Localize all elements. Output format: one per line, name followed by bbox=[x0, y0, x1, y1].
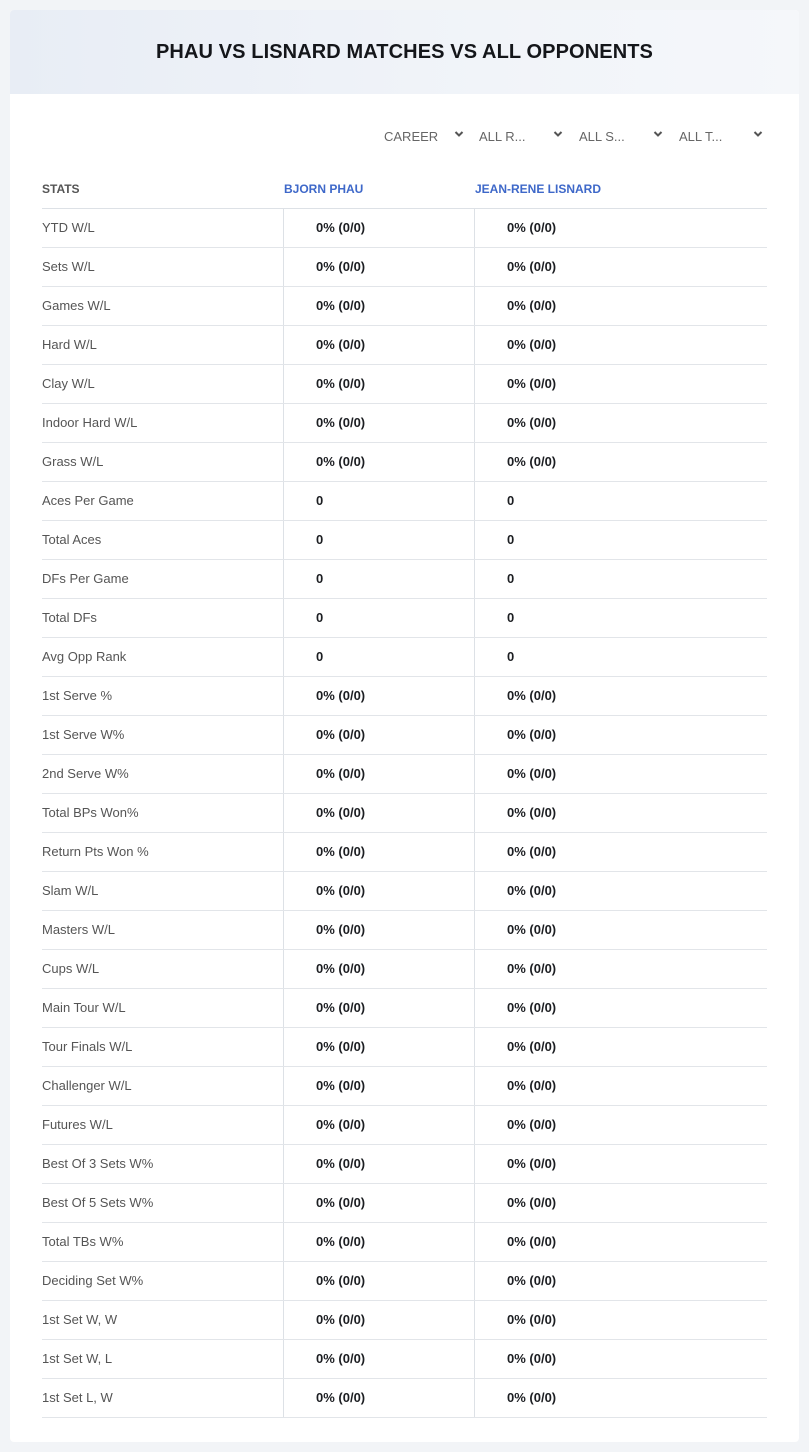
stat-label: Futures W/L bbox=[42, 1117, 113, 1132]
player1-value: 0% (0/0) bbox=[316, 688, 366, 703]
player1-cell bbox=[283, 209, 475, 247]
stat-label: Best Of 3 Sets W% bbox=[42, 1156, 154, 1171]
player1-value: 0% (0/0) bbox=[316, 1273, 366, 1288]
player2-value: 0% (0/0) bbox=[507, 220, 557, 235]
stat-label: Total BPs Won% bbox=[42, 805, 139, 820]
player2-value: 0% (0/0) bbox=[507, 454, 557, 469]
player2-value: 0% (0/0) bbox=[507, 805, 557, 820]
table-row bbox=[42, 716, 767, 755]
filter-label: ALL R... bbox=[479, 128, 526, 144]
player1-value: 0 bbox=[316, 493, 324, 508]
table-row bbox=[42, 677, 767, 716]
stat-label: Aces Per Game bbox=[42, 493, 134, 508]
stat-label: YTD W/L bbox=[42, 220, 95, 235]
table-row bbox=[42, 638, 767, 677]
player2-value: 0% (0/0) bbox=[507, 376, 557, 391]
stat-label: Games W/L bbox=[42, 298, 111, 313]
table-row bbox=[42, 482, 767, 521]
player2-value: 0% (0/0) bbox=[507, 1351, 557, 1366]
stat-label: Deciding Set W% bbox=[42, 1273, 144, 1288]
player1-value: 0% (0/0) bbox=[316, 454, 366, 469]
tournament-filter-dropdown[interactable] bbox=[679, 126, 765, 146]
player1-value: 0% (0/0) bbox=[316, 1156, 366, 1171]
table-row bbox=[42, 794, 767, 833]
table-row bbox=[42, 833, 767, 872]
player1-value: 0% (0/0) bbox=[316, 376, 366, 391]
player1-cell bbox=[283, 599, 475, 637]
table-row bbox=[42, 1067, 767, 1106]
player2-value: 0% (0/0) bbox=[507, 844, 557, 859]
player1-cell bbox=[283, 1340, 475, 1378]
player1-column-header[interactable]: BJORN PHAU bbox=[284, 182, 364, 196]
card-header bbox=[10, 10, 799, 94]
player1-value: 0% (0/0) bbox=[316, 1390, 366, 1405]
player1-cell bbox=[283, 248, 475, 286]
player1-value: 0% (0/0) bbox=[316, 415, 366, 430]
player2-value: 0% (0/0) bbox=[507, 727, 557, 742]
player1-cell bbox=[283, 365, 475, 403]
player1-value: 0 bbox=[316, 649, 324, 664]
player1-value: 0 bbox=[316, 532, 324, 547]
player2-cell bbox=[474, 1262, 768, 1300]
stat-label: 1st Set W, L bbox=[42, 1351, 113, 1366]
player1-cell bbox=[283, 872, 475, 910]
table-row bbox=[42, 1262, 767, 1301]
stat-label: Masters W/L bbox=[42, 922, 115, 937]
filter-label: CAREER bbox=[384, 128, 439, 144]
player2-value: 0% (0/0) bbox=[507, 688, 557, 703]
table-row bbox=[42, 950, 767, 989]
player2-value: 0% (0/0) bbox=[507, 415, 557, 430]
player1-value: 0% (0/0) bbox=[316, 961, 366, 976]
player2-value: 0% (0/0) bbox=[507, 922, 557, 937]
player2-value: 0 bbox=[507, 493, 515, 508]
stat-label: DFs Per Game bbox=[42, 571, 129, 586]
table-row bbox=[42, 1223, 767, 1262]
player2-cell bbox=[474, 833, 768, 871]
player2-cell bbox=[474, 1106, 768, 1144]
player2-value: 0% (0/0) bbox=[507, 1195, 557, 1210]
player2-cell bbox=[474, 209, 768, 247]
table-row bbox=[42, 443, 767, 482]
player2-cell bbox=[474, 326, 768, 364]
player1-cell bbox=[283, 560, 475, 598]
player2-value: 0% (0/0) bbox=[507, 337, 557, 352]
player2-cell bbox=[474, 638, 768, 676]
player2-cell bbox=[474, 248, 768, 286]
player1-cell bbox=[283, 482, 475, 520]
player2-cell bbox=[474, 794, 768, 832]
player2-cell bbox=[474, 755, 768, 793]
player1-cell bbox=[283, 1067, 475, 1105]
player2-cell bbox=[474, 560, 768, 598]
player1-cell bbox=[283, 1301, 475, 1339]
player2-value: 0% (0/0) bbox=[507, 1117, 557, 1132]
player2-value: 0% (0/0) bbox=[507, 1039, 557, 1054]
player1-value: 0% (0/0) bbox=[316, 883, 366, 898]
table-row bbox=[42, 1184, 767, 1223]
stat-label: Sets W/L bbox=[42, 259, 95, 274]
player2-value: 0 bbox=[507, 532, 515, 547]
stats-table-body bbox=[42, 209, 767, 1418]
player1-cell bbox=[283, 326, 475, 364]
player2-value: 0 bbox=[507, 610, 515, 625]
table-row bbox=[42, 248, 767, 287]
player2-value: 0 bbox=[507, 571, 515, 586]
stat-label: Total TBs W% bbox=[42, 1234, 124, 1249]
player2-value: 0% (0/0) bbox=[507, 259, 557, 274]
player1-cell bbox=[283, 1223, 475, 1261]
stat-label: 1st Serve W% bbox=[42, 727, 125, 742]
player2-value: 0% (0/0) bbox=[507, 1000, 557, 1015]
player2-cell bbox=[474, 1301, 768, 1339]
table-row bbox=[42, 1301, 767, 1340]
player2-cell bbox=[474, 989, 768, 1027]
player2-value: 0% (0/0) bbox=[507, 1273, 557, 1288]
stat-label: Tour Finals W/L bbox=[42, 1039, 133, 1054]
table-row bbox=[42, 1106, 767, 1145]
stat-label: Slam W/L bbox=[42, 883, 99, 898]
player2-value: 0% (0/0) bbox=[507, 1234, 557, 1249]
stat-label: 1st Set L, W bbox=[42, 1390, 113, 1405]
player2-cell bbox=[474, 872, 768, 910]
player1-value: 0% (0/0) bbox=[316, 805, 366, 820]
player2-cell bbox=[474, 1067, 768, 1105]
player1-cell bbox=[283, 1379, 475, 1417]
player2-cell bbox=[474, 599, 768, 637]
table-row bbox=[42, 989, 767, 1028]
player1-cell bbox=[283, 911, 475, 949]
chevron-down-icon bbox=[653, 129, 663, 139]
player2-cell bbox=[474, 1028, 768, 1066]
player1-value: 0% (0/0) bbox=[316, 1078, 366, 1093]
stat-label: Return Pts Won % bbox=[42, 844, 149, 859]
player2-cell bbox=[474, 911, 768, 949]
player1-cell bbox=[283, 755, 475, 793]
stat-label: Total DFs bbox=[42, 610, 97, 625]
player1-cell bbox=[283, 521, 475, 559]
page-title: PHAU VS LISNARD MATCHES VS ALL OPPONENTS bbox=[155, 40, 653, 63]
player1-value: 0% (0/0) bbox=[316, 337, 366, 352]
player2-cell bbox=[474, 1223, 768, 1261]
stat-label: 1st Set W, W bbox=[42, 1312, 118, 1327]
table-row bbox=[42, 209, 767, 248]
table-row bbox=[42, 326, 767, 365]
chevron-down-icon bbox=[553, 129, 563, 139]
table-row bbox=[42, 560, 767, 599]
player2-value: 0% (0/0) bbox=[507, 1156, 557, 1171]
table-row bbox=[42, 911, 767, 950]
table-row bbox=[42, 287, 767, 326]
player2-cell bbox=[474, 1184, 768, 1222]
table-row bbox=[42, 1340, 767, 1379]
chevron-down-icon bbox=[753, 129, 763, 139]
player2-value: 0% (0/0) bbox=[507, 766, 557, 781]
player1-value: 0% (0/0) bbox=[316, 220, 366, 235]
surface-filter-dropdown[interactable] bbox=[579, 126, 665, 146]
player1-value: 0% (0/0) bbox=[316, 259, 366, 274]
filter-label: ALL S... bbox=[579, 128, 625, 144]
stat-label: Indoor Hard W/L bbox=[42, 415, 138, 430]
player1-value: 0% (0/0) bbox=[316, 1039, 366, 1054]
player1-cell bbox=[283, 1145, 475, 1183]
stat-label: Best Of 5 Sets W% bbox=[42, 1195, 154, 1210]
stat-label: Cups W/L bbox=[42, 961, 100, 976]
table-row bbox=[42, 404, 767, 443]
table-row bbox=[42, 872, 767, 911]
player1-cell bbox=[283, 1028, 475, 1066]
table-header bbox=[42, 170, 767, 209]
stat-label: Main Tour W/L bbox=[42, 1000, 126, 1015]
player1-value: 0% (0/0) bbox=[316, 298, 366, 313]
player1-value: 0% (0/0) bbox=[316, 1117, 366, 1132]
filter-label: ALL T... bbox=[679, 128, 723, 144]
stats-column-header: STATS bbox=[42, 182, 80, 196]
player1-value: 0% (0/0) bbox=[316, 1351, 366, 1366]
player2-value: 0% (0/0) bbox=[507, 298, 557, 313]
player1-cell bbox=[283, 1262, 475, 1300]
player1-value: 0% (0/0) bbox=[316, 1312, 366, 1327]
player1-value: 0 bbox=[316, 571, 324, 586]
player2-cell bbox=[474, 404, 768, 442]
player1-cell bbox=[283, 638, 475, 676]
stat-label: Hard W/L bbox=[42, 337, 97, 352]
player2-cell bbox=[474, 1145, 768, 1183]
table-row bbox=[42, 1379, 767, 1418]
player1-cell bbox=[283, 989, 475, 1027]
player2-value: 0% (0/0) bbox=[507, 1390, 557, 1405]
player2-value: 0% (0/0) bbox=[507, 883, 557, 898]
table-row bbox=[42, 1145, 767, 1184]
player1-cell bbox=[283, 794, 475, 832]
career-filter-dropdown[interactable] bbox=[384, 126, 464, 146]
player1-value: 0% (0/0) bbox=[316, 727, 366, 742]
player2-cell bbox=[474, 950, 768, 988]
table-row bbox=[42, 755, 767, 794]
stat-label: Clay W/L bbox=[42, 376, 95, 391]
player1-cell bbox=[283, 677, 475, 715]
player2-value: 0 bbox=[507, 649, 515, 664]
player2-value: 0% (0/0) bbox=[507, 961, 557, 976]
player2-cell bbox=[474, 521, 768, 559]
stats-card bbox=[10, 10, 799, 1442]
stat-label: Challenger W/L bbox=[42, 1078, 132, 1093]
player1-cell bbox=[283, 404, 475, 442]
stat-label: 1st Serve % bbox=[42, 688, 113, 703]
player1-cell bbox=[283, 1106, 475, 1144]
player1-value: 0% (0/0) bbox=[316, 766, 366, 781]
player1-value: 0 bbox=[316, 610, 324, 625]
player1-value: 0% (0/0) bbox=[316, 1234, 366, 1249]
table-row bbox=[42, 365, 767, 404]
player2-cell bbox=[474, 716, 768, 754]
player1-value: 0% (0/0) bbox=[316, 1195, 366, 1210]
player1-cell bbox=[283, 1184, 475, 1222]
player2-cell bbox=[474, 365, 768, 403]
table-row bbox=[42, 1028, 767, 1067]
table-row bbox=[42, 521, 767, 560]
player2-cell bbox=[474, 1379, 768, 1417]
player1-cell bbox=[283, 833, 475, 871]
stat-label: Avg Opp Rank bbox=[42, 649, 127, 664]
player2-value: 0% (0/0) bbox=[507, 1312, 557, 1327]
player1-cell bbox=[283, 716, 475, 754]
player2-cell bbox=[474, 482, 768, 520]
player1-value: 0% (0/0) bbox=[316, 922, 366, 937]
stat-label: 2nd Serve W% bbox=[42, 766, 129, 781]
player2-cell bbox=[474, 443, 768, 481]
player2-cell bbox=[474, 1340, 768, 1378]
player1-cell bbox=[283, 287, 475, 325]
table-row bbox=[42, 599, 767, 638]
player2-column-header[interactable]: JEAN-RENE LISNARD bbox=[475, 182, 602, 196]
stat-label: Total Aces bbox=[42, 532, 102, 547]
round-filter-dropdown[interactable] bbox=[479, 126, 565, 146]
player2-value: 0% (0/0) bbox=[507, 1078, 557, 1093]
filter-bar bbox=[10, 126, 799, 146]
player1-cell bbox=[283, 950, 475, 988]
player1-value: 0% (0/0) bbox=[316, 844, 366, 859]
stat-label: Grass W/L bbox=[42, 454, 104, 469]
player2-cell bbox=[474, 677, 768, 715]
player1-value: 0% (0/0) bbox=[316, 1000, 366, 1015]
player2-cell bbox=[474, 287, 768, 325]
player1-cell bbox=[283, 443, 475, 481]
chevron-down-icon bbox=[454, 129, 464, 139]
